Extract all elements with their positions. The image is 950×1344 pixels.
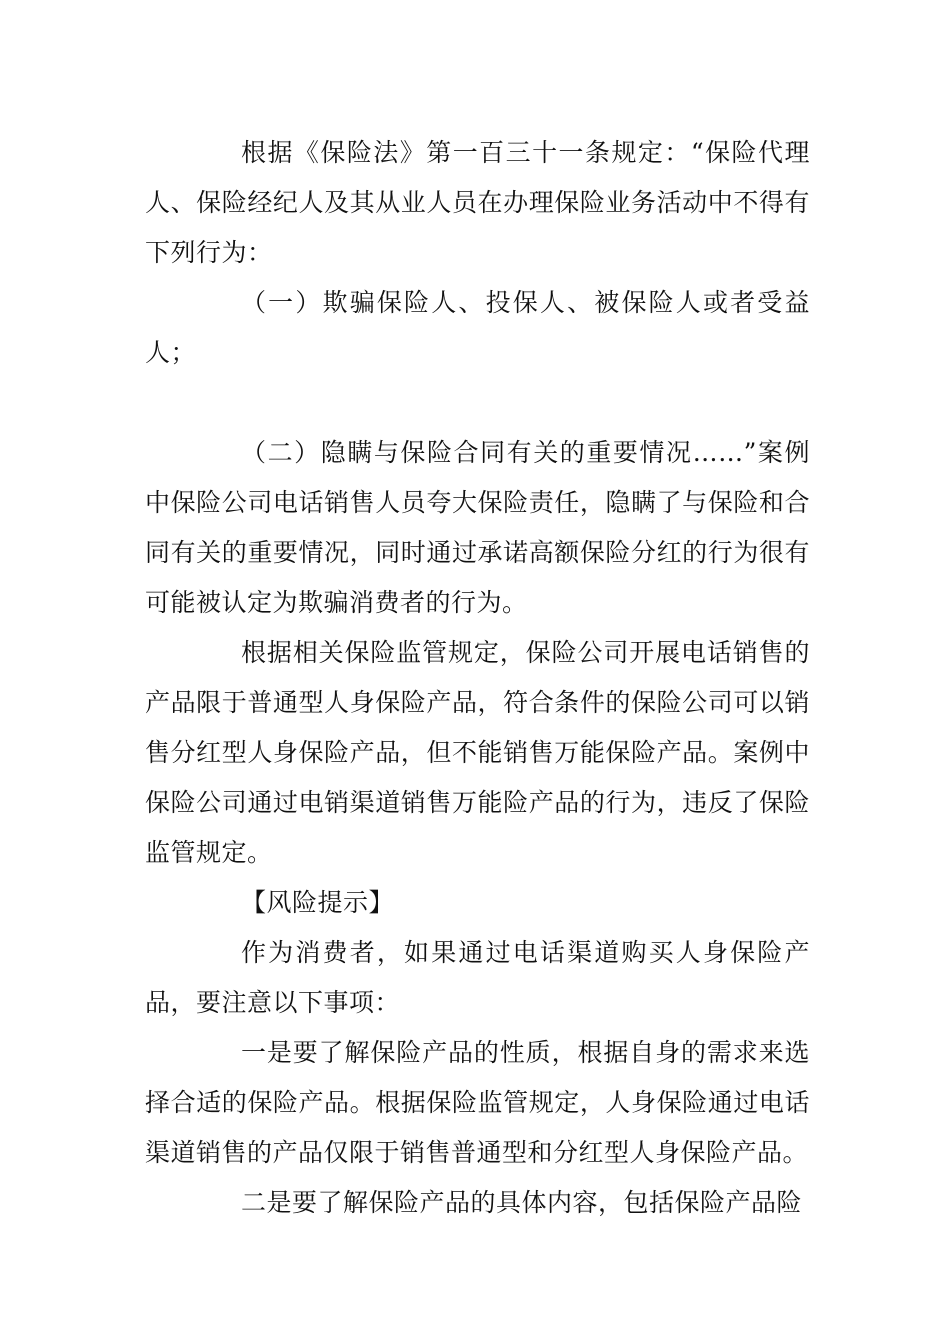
- document-page: [145, 128, 810, 1228]
- paragraph-item-two-concealment: （二）隐瞒与保险合同有关的重要情况……”案例中保险公司电话销售人员夸大保险责任，隐瞒了与保险和合同有关的重要情况，同时通过承诺高额保险分红的行为很有可能被认定为欺骗消费者的行为。: [145, 438, 810, 617]
- paragraph-point-two: 二是要了解保险产品的具体内容，包括保险产品险: [241, 1188, 803, 1217]
- paragraph-regulatory-rules: 根据相关保险监管规定，保险公司开展电话销售的产品限于普通型人身保险产品，符合条件的保险公司可以销售分红型人身保险产品，但不能销售万能保险产品。案例中保险公司通过电销渠道销售万能险产品的行为，违反了保险监管规定。: [145, 638, 810, 867]
- paragraph-point-one: 一是要了解保险产品的性质，根据自身的需求来选择合适的保险产品。根据保险监管规定，人身保险通过电话渠道销售的产品仅限于销售普通型和分红型人身保险产品。: [145, 1038, 810, 1167]
- section-heading-risk-warning: 【风险提示】: [241, 888, 395, 917]
- paragraph-item-one-deception: （一）欺骗保险人、投保人、被保险人或者受益人；: [145, 288, 810, 367]
- paragraph-insurance-law-article-131: 根据《保险法》第一百三十一条规定：“保险代理人、保险经纪人及其从业人员在办理保险业务活动中不得有下列行为：: [145, 138, 810, 267]
- paragraph-consumer-notice: 作为消费者，如果通过电话渠道购买人身保险产品，要注意以下事项：: [145, 938, 810, 1017]
- paragraph-spacer: [145, 378, 810, 428]
